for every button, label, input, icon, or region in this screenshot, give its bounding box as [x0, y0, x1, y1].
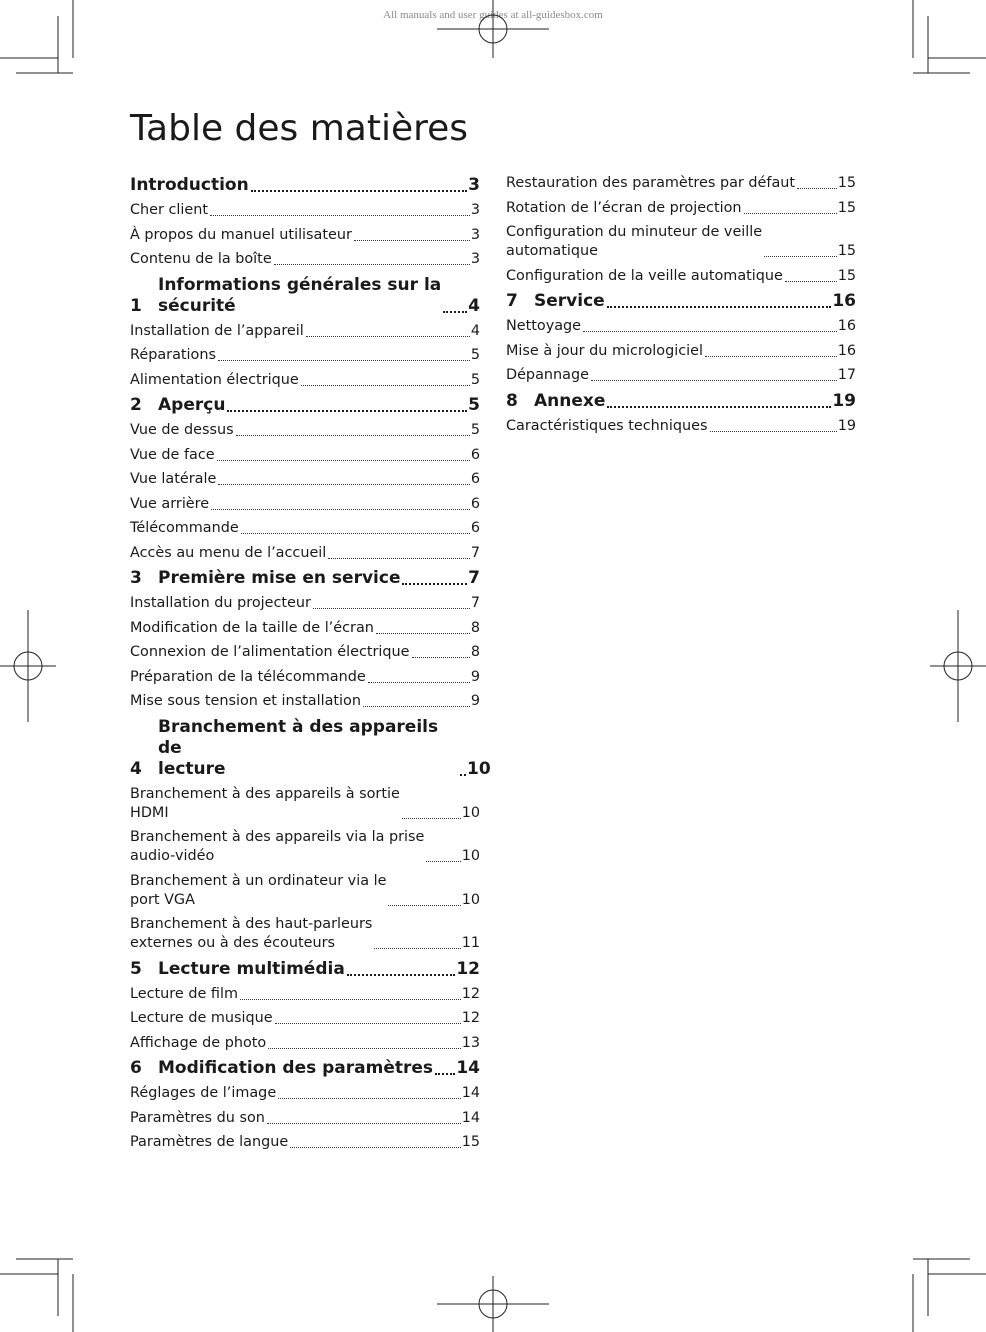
toc-page-number: 3	[468, 175, 480, 195]
toc-page-number: 17	[837, 367, 856, 383]
registration-right	[930, 610, 986, 722]
toc-section-number: 1	[130, 295, 142, 316]
toc-dot-leader	[278, 1097, 461, 1099]
toc-entry-label: Contenu de la boîte	[130, 251, 272, 267]
toc-page-number: 6	[470, 446, 480, 463]
toc-dot-leader	[227, 409, 467, 412]
toc-section-heading[interactable]	[130, 716, 491, 780]
toc-dot-leader	[591, 379, 837, 381]
toc-entry[interactable]	[130, 643, 480, 662]
toc-dot-leader	[275, 1022, 461, 1024]
toc-dot-leader	[607, 405, 831, 408]
toc-page-number: 12	[461, 985, 480, 1002]
toc-page-number: 19	[837, 417, 856, 434]
toc-page-number: 9	[470, 668, 480, 685]
toc-page-number: 5	[470, 347, 480, 363]
toc-entry-label: Branchement à des appareils à sortie HDMI	[130, 785, 400, 821]
toc-entry-label: Branchement à des appareils de lecture	[158, 716, 439, 779]
toc-entry[interactable]	[130, 668, 480, 687]
toc-entry[interactable]	[130, 421, 480, 440]
toc-entry[interactable]	[506, 199, 856, 218]
toc-entry-label: Configuration du minuteur de veille automatique	[506, 224, 763, 259]
toc-entry-label: Paramètres de langue	[130, 1134, 289, 1150]
toc-dot-leader	[426, 860, 460, 862]
toc-dot-leader	[412, 656, 470, 658]
toc-dot-leader	[268, 1047, 460, 1049]
toc-page-number: 16	[837, 318, 856, 334]
registration-bottom	[437, 1276, 549, 1332]
toc-page-number: 5	[470, 371, 480, 388]
toc-dot-leader	[443, 310, 467, 313]
toc-section-heading[interactable]	[130, 275, 480, 317]
toc-page-number: 7	[470, 544, 480, 561]
toc-page-number: 10	[461, 804, 480, 821]
toc-dot-leader	[241, 532, 470, 534]
toc-entry-label: Configuration de la veille automatique	[506, 267, 783, 284]
toc-section-heading[interactable]	[506, 291, 856, 312]
toc-section-number: 7	[506, 291, 518, 311]
toc-page-number: 3	[470, 251, 480, 267]
toc-section-heading[interactable]	[130, 175, 480, 196]
toc-dot-leader	[211, 508, 470, 510]
registration-left	[0, 610, 56, 722]
toc-page-number: 13	[461, 1034, 480, 1051]
toc-entry[interactable]	[130, 915, 480, 953]
toc-page-number: 14	[461, 1109, 480, 1126]
page-title: Table des matières	[130, 108, 469, 149]
toc-page-number: 14	[461, 1085, 480, 1101]
toc-entry[interactable]	[130, 985, 480, 1004]
toc-page-number: 15	[837, 267, 856, 284]
toc-section-number: 6	[130, 1058, 142, 1078]
toc-entry[interactable]	[130, 322, 480, 341]
toc-entry[interactable]	[506, 317, 856, 336]
toc-page-number: 3	[470, 202, 480, 218]
toc-entry-label: Modification des paramètres	[158, 1058, 434, 1078]
toc-entry[interactable]	[130, 371, 480, 390]
toc-entry[interactable]	[130, 519, 480, 538]
toc-entry-label: À propos du manuel utilisateur	[130, 226, 352, 243]
toc-entry-label: Restauration des paramètres par défaut	[506, 175, 796, 191]
toc-entry-label: Réparations	[130, 347, 216, 363]
toc-entry[interactable]	[130, 470, 480, 489]
toc-section-number: 5	[130, 958, 142, 979]
toc-dot-leader	[210, 214, 470, 216]
toc-dot-leader	[274, 263, 470, 265]
toc-entry[interactable]	[130, 594, 480, 613]
registration-top	[437, 0, 549, 58]
toc-dot-leader	[251, 189, 467, 192]
toc-page-number: 4	[468, 295, 480, 316]
toc-entry[interactable]	[130, 872, 480, 910]
toc-entry-label: Service	[534, 291, 605, 311]
toc-dot-leader	[744, 212, 837, 214]
toc-entry[interactable]	[506, 174, 856, 193]
toc-entry[interactable]	[506, 417, 856, 436]
toc-page-number: 15	[837, 243, 856, 259]
toc-entry[interactable]	[130, 226, 480, 245]
toc-dot-leader	[267, 1122, 461, 1124]
toc-page-number: 12	[456, 958, 480, 979]
toc-page-number: 16	[837, 342, 856, 359]
toc-entry[interactable]	[506, 267, 856, 286]
toc-entry[interactable]	[130, 201, 480, 220]
toc-entry-label: Installation de l’appareil	[130, 322, 304, 339]
toc-page-number: 15	[837, 175, 856, 191]
toc-entry-label: Mise sous tension et installation	[130, 693, 361, 709]
toc-entry[interactable]	[130, 692, 480, 711]
toc-entry[interactable]	[130, 346, 480, 365]
toc-dot-leader	[583, 330, 837, 332]
toc-entry[interactable]	[130, 544, 480, 563]
toc-entry-label: Rotation de l’écran de projection	[506, 199, 742, 216]
toc-entry-label: Modification de la taille de l’écran	[130, 619, 374, 636]
toc-entry-label: Lecture de film	[130, 985, 238, 1002]
toc-page-number: 16	[832, 291, 856, 311]
toc-left-column	[130, 174, 491, 1158]
toc-entry-label: Caractéristiques techniques	[506, 417, 708, 434]
toc-entry-label: Vue de dessus	[130, 422, 234, 438]
toc-dot-leader	[240, 998, 461, 1000]
toc-entry-label: Mise à jour du micrologiciel	[506, 342, 704, 359]
toc-entry-label: Première mise en service	[158, 568, 401, 588]
toc-section-number: 2	[130, 395, 142, 415]
toc-dot-leader	[306, 335, 470, 337]
toc-page-number: 10	[461, 891, 480, 908]
toc-dot-leader	[388, 904, 460, 906]
toc-entry-label: Connexion de l’alimentation électrique	[130, 644, 410, 660]
toc-page-number: 4	[470, 322, 480, 339]
toc-entry[interactable]	[506, 223, 856, 261]
toc-entry-label: Branchement à des appareils via la prise audio-vidéo	[130, 829, 425, 864]
toc-entry-label: Aperçu	[158, 395, 226, 415]
toc-section-heading[interactable]	[130, 568, 480, 589]
toc-dot-leader	[236, 434, 470, 436]
toc-dot-leader	[374, 947, 460, 949]
toc-dot-leader	[218, 359, 470, 361]
toc-section-number: 4	[130, 758, 142, 779]
toc-entry[interactable]	[130, 785, 480, 823]
toc-dot-leader	[435, 1072, 455, 1075]
toc-page-number: 10	[461, 848, 480, 864]
toc-dot-leader	[290, 1146, 460, 1148]
toc-entry[interactable]	[130, 619, 480, 638]
toc-dot-leader	[376, 632, 470, 634]
toc-dot-leader	[710, 430, 837, 432]
toc-entry-label: Préparation de la télécommande	[130, 668, 366, 685]
toc-right-column	[506, 174, 856, 441]
toc-dot-leader	[402, 817, 461, 819]
toc-entry[interactable]	[130, 495, 480, 514]
toc-entry[interactable]	[130, 446, 480, 465]
toc-entry[interactable]	[506, 366, 856, 385]
toc-page-number: 8	[470, 619, 480, 636]
toc-dot-leader	[313, 607, 470, 609]
toc-entry-label: Informations générales sur la sécurité	[158, 274, 442, 316]
toc-page-number: 10	[467, 758, 491, 779]
toc-entry-label: Vue arrière	[130, 495, 210, 512]
toc-dot-leader	[347, 973, 456, 976]
toc-entry-label: Paramètres du son	[130, 1109, 265, 1126]
toc-page-number: 12	[461, 1010, 480, 1026]
toc-entry-label: Vue de face	[130, 446, 215, 463]
toc-page-number: 5	[470, 422, 480, 438]
toc-page-number: 15	[461, 1134, 480, 1150]
toc-page-number: 6	[470, 520, 480, 536]
toc-section-number: 8	[506, 390, 518, 411]
toc-dot-leader	[301, 384, 470, 386]
toc-entry[interactable]	[130, 1133, 480, 1152]
toc-page-number: 7	[468, 568, 480, 588]
toc-entry-label: Nettoyage	[506, 318, 582, 334]
toc-section-number: 3	[130, 568, 142, 588]
toc-section-heading[interactable]	[130, 1058, 480, 1079]
toc-entry-label: Vue latérale	[130, 471, 217, 487]
toc-entry[interactable]	[506, 342, 856, 361]
toc-page-number: 6	[470, 471, 480, 487]
toc-dot-leader	[797, 187, 837, 189]
toc-dot-leader	[460, 773, 466, 776]
toc-entry-label: Réglages de l’image	[130, 1085, 277, 1101]
toc-entry-label: Lecture de musique	[130, 1010, 273, 1026]
toc-entry[interactable]	[130, 828, 480, 866]
toc-page-number: 6	[470, 495, 480, 512]
toc-entry-label: Lecture multimédia	[158, 958, 345, 979]
watermark-text: All manuals and user guides at all-guidesbox.com	[383, 9, 603, 21]
toc-page-number: 7	[470, 595, 480, 611]
toc-page-number: 8	[470, 644, 480, 660]
toc-entry-label: Annexe	[534, 390, 606, 411]
toc-entry-label: Dépannage	[506, 367, 589, 383]
toc-entry[interactable]	[130, 1084, 480, 1103]
toc-dot-leader	[705, 355, 837, 357]
toc-entry-label: Alimentation électrique	[130, 371, 299, 388]
toc-entry[interactable]	[130, 1109, 480, 1128]
toc-dot-leader	[607, 305, 832, 308]
toc-page-number: 14	[456, 1058, 480, 1078]
toc-dot-leader	[402, 582, 467, 585]
toc-dot-leader	[218, 483, 470, 485]
toc-page-number: 19	[832, 390, 856, 411]
toc-page-number: 11	[461, 935, 480, 951]
toc-dot-leader	[328, 557, 470, 559]
toc-page-number: 9	[470, 693, 480, 709]
toc-dot-leader	[354, 239, 470, 241]
toc-entry-label: Branchement à des haut-parleurs externes ou à des écouteurs	[130, 916, 373, 951]
toc-dot-leader	[363, 705, 470, 707]
toc-entry[interactable]	[130, 1034, 480, 1053]
toc-entry-label: Installation du projecteur	[130, 595, 311, 611]
toc-entry-label: Télécommande	[130, 520, 239, 536]
toc-entry-label: Branchement à un ordinateur via le port VGA	[130, 872, 387, 908]
toc-dot-leader	[785, 280, 837, 282]
toc-section-heading[interactable]	[506, 391, 856, 412]
toc-page-number: 5	[468, 395, 480, 415]
toc-entry[interactable]	[130, 1009, 480, 1028]
toc-entry-label: Affichage de photo	[130, 1034, 267, 1051]
toc-entry-label: Cher client	[130, 202, 209, 218]
toc-entry[interactable]	[130, 250, 480, 269]
toc-section-heading[interactable]	[130, 395, 480, 416]
toc-dot-leader	[368, 681, 470, 683]
toc-page-number: 15	[837, 199, 856, 216]
toc-page-number: 3	[470, 226, 480, 243]
toc-dot-leader	[217, 459, 470, 461]
toc-entry-label: Accès au menu de l’accueil	[130, 544, 327, 561]
toc-section-heading[interactable]	[130, 959, 480, 980]
toc-entry-label: Introduction	[130, 175, 249, 195]
toc-dot-leader	[764, 255, 837, 257]
